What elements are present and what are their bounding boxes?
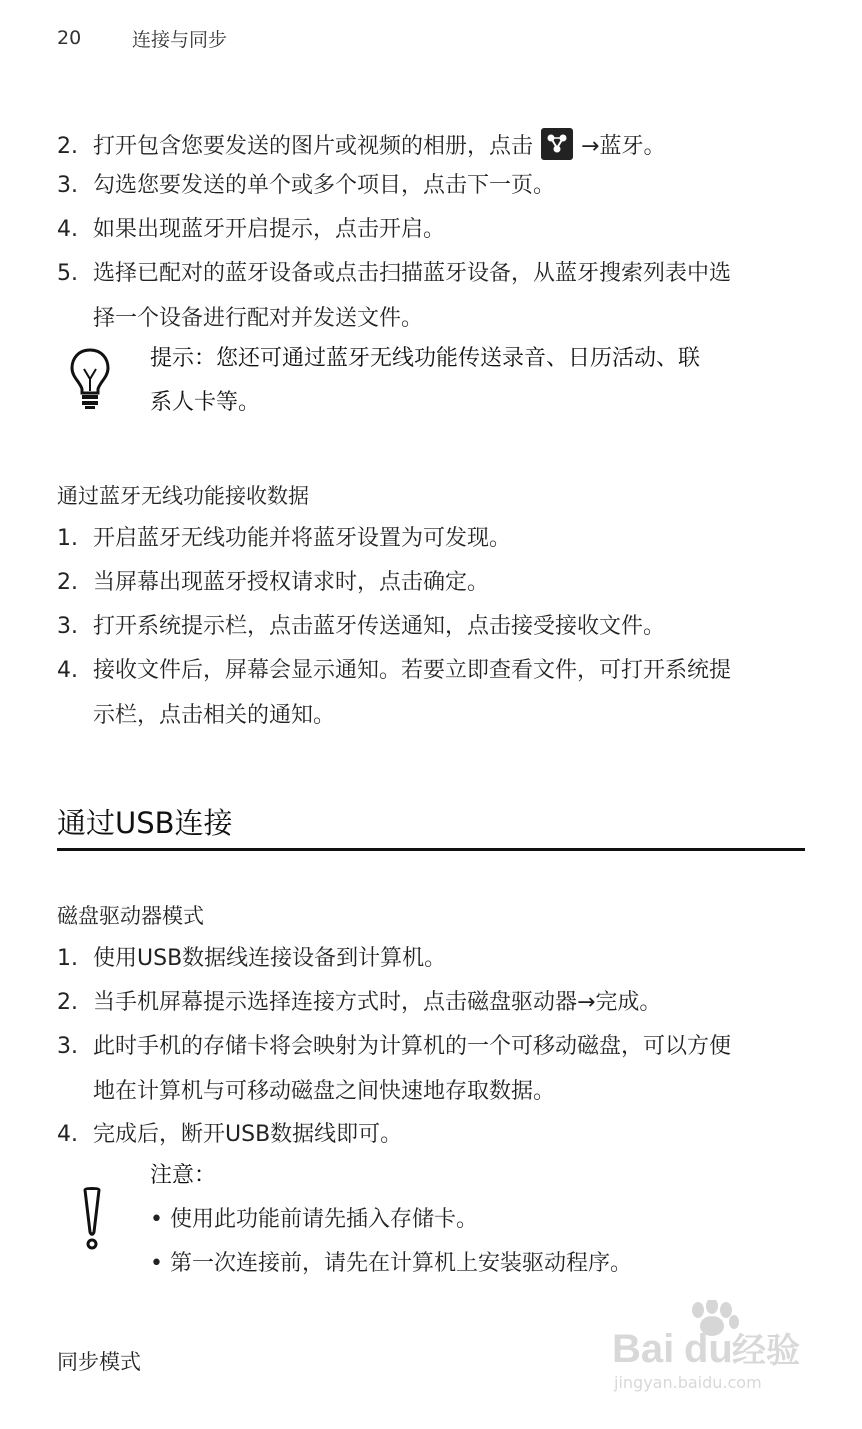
note-item [150, 1206, 478, 1234]
step-number: 4. [57, 1122, 78, 1147]
send-step-2 [57, 128, 665, 161]
page-number: 20 [57, 27, 82, 49]
chapter-title: 连接与同步 [132, 29, 228, 51]
usb-step-4 [57, 1121, 402, 1149]
tip-line-1: 提示：您还可通过蓝牙无线功能传送录音、日历活动、联 [150, 346, 701, 371]
usb-step-3 [57, 1033, 731, 1061]
lightbulb-icon [68, 347, 112, 411]
step-number: 3. [57, 173, 78, 198]
step-number: 2. [57, 570, 78, 595]
step-number: 4. [57, 658, 78, 683]
step-text: 打开包含您要发送的图片或视频的相册，点击 [93, 134, 534, 159]
send-step-3 [57, 172, 555, 200]
receive-step-3 [57, 613, 665, 641]
receive-step-4 [57, 657, 731, 685]
send-step-5-continued: 择一个设备进行配对并发送文件。 [93, 306, 424, 331]
step-number: 3. [57, 1034, 78, 1059]
receive-section-title: 通过蓝牙无线功能接收数据 [57, 484, 309, 508]
note-title: 注意： [150, 1163, 217, 1188]
sync-mode-title: 同步模式 [57, 1350, 141, 1374]
step-text: 选择已配对的蓝牙设备或点击扫描蓝牙设备，从蓝牙搜索列表中选 [93, 261, 732, 286]
section-divider [57, 848, 805, 851]
receive-step-4-continued: 示栏，点击相关的通知。 [93, 703, 336, 728]
watermark-brand: Bai [612, 1327, 675, 1371]
note-text: 使用此功能前请先插入存储卡。 [170, 1207, 479, 1232]
receive-step-2 [57, 569, 489, 597]
note-text: 第一次连接前，请先在计算机上安装驱动程序。 [170, 1251, 633, 1276]
step-text: 打开系统提示栏，点击蓝牙传送通知，点击接受接收文件。 [93, 614, 666, 639]
bullet-dot: • [150, 1207, 163, 1232]
section-heading-usb: 通过USB连接 [57, 806, 233, 840]
step-text: 完成后，断开USB数据线即可。 [93, 1122, 403, 1147]
receive-step-1 [57, 525, 511, 553]
baidu-watermark [612, 1300, 812, 1400]
step-number: 4. [57, 217, 78, 242]
disk-mode-title: 磁盘驱动器模式 [57, 904, 204, 928]
step-number: 1. [57, 526, 78, 551]
step-number: 1. [57, 946, 78, 971]
step-text-end: →蓝牙。 [581, 134, 666, 159]
share-icon [541, 128, 573, 160]
send-step-5 [57, 260, 731, 288]
bullet-dot: • [150, 1251, 163, 1276]
step-number: 2. [57, 134, 78, 159]
step-text: 当手机屏幕提示选择连接方式时，点击磁盘驱动器→完成。 [93, 990, 662, 1015]
usb-step-1 [57, 945, 446, 973]
step-text: 如果出现蓝牙开启提示，点击开启。 [93, 217, 446, 242]
step-text: 当屏幕出现蓝牙授权请求时，点击确定。 [93, 570, 490, 595]
step-text: 接收文件后，屏幕会显示通知。若要立即查看文件，可打开系统提 [93, 658, 732, 683]
send-step-4 [57, 216, 445, 244]
watermark-label: 经验 [732, 1331, 800, 1371]
usb-step-3-continued: 地在计算机与可移动磁盘之间快速地存取数据。 [93, 1079, 556, 1104]
step-number: 3. [57, 614, 78, 639]
usb-step-2 [57, 989, 661, 1017]
step-text: 此时手机的存储卡将会映射为计算机的一个可移动磁盘，可以方便 [93, 1034, 732, 1059]
step-text: 使用USB数据线连接设备到计算机。 [93, 946, 447, 971]
step-number: 5. [57, 261, 78, 286]
tip-line-2: 系人卡等。 [150, 390, 261, 415]
note-item [150, 1250, 632, 1278]
step-number: 2. [57, 990, 78, 1015]
step-text: 开启蓝牙无线功能并将蓝牙设置为可发现。 [93, 526, 512, 551]
exclamation-icon [80, 1186, 104, 1252]
step-text: 勾选您要发送的单个或多个项目，点击下一页。 [93, 173, 556, 198]
watermark-url: jingyan.baidu.com [614, 1373, 762, 1392]
watermark-brand-2: du [684, 1327, 733, 1371]
